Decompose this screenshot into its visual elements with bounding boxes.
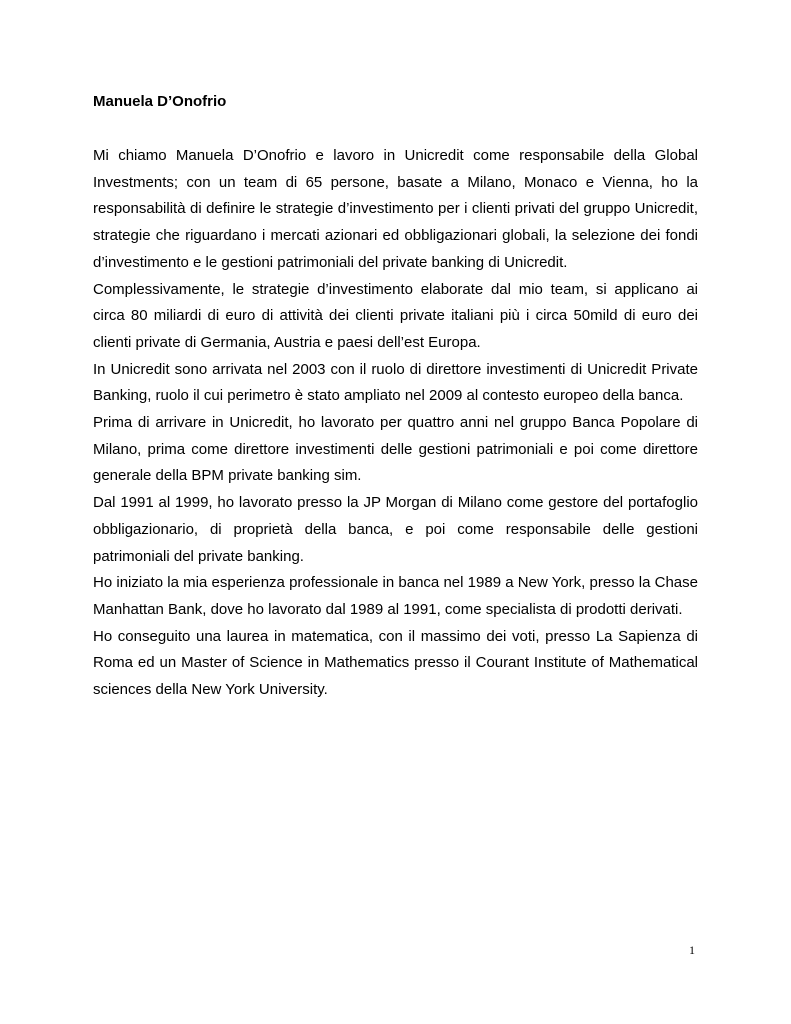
paragraph-strategies: Complessivamente, le strategie d’investimento elaborate dal mio team, si applicano ai circa 80 miliardi di euro di attività dei clienti private italiani più i circa 50mild di euro dei clienti private di Germania, Austria e paesi dell’est Europa. xyxy=(93,280,698,351)
paragraph-education: Ho conseguito una laurea in matematica, con il massimo dei voti, presso La Sapienza di Roma ed un Master of Science in Mathematics presso il Courant Institute of Mathematical sciences della New York University. xyxy=(93,627,698,699)
paragraph-unicredit-role: In Unicredit sono arrivata nel 2003 con il ruolo di direttore investimenti di Unicredit Private Banking, ruolo il cui perimetro è stato ampliato nel 2009 al contesto europeo della banca. xyxy=(93,360,698,405)
paragraph-introduction: Mi chiamo Manuela D’Onofrio e lavoro in Unicredit come responsabile della Global Investments; con un team di 65 persone, basate a Milano, Monaco e Vienna, ho la responsabilità di definire le strategie d’investimento per i clienti privati del gruppo Unicredit, strategie che riguardano i mercati azionari ed obbligazionari globali, la selezione dei fondi d’investimento e le gestioni patrimoniali del private banking di Unicredit. xyxy=(93,147,698,271)
paragraph-chase-manhattan: Ho iniziato la mia esperienza professionale in banca nel 1989 a New York, presso la Chase Manhattan Bank, dove ho lavorato dal 1989 al 1991, come specialista di prodotti derivati. xyxy=(93,574,698,618)
document-body xyxy=(93,143,698,704)
paragraph-jp-morgan: Dal 1991 al 1999, ho lavorato presso la JP Morgan di Milano come gestore del portafoglio obbligazionario, di proprietà della banca, e poi come responsabile delle gestioni patrimoniali del private banking. xyxy=(93,494,698,565)
paragraph-bpm: Prima di arrivare in Unicredit, ho lavorato per quattro anni nel gruppo Banca Popolare di Milano, prima come direttore investimenti delle gestioni patrimoniali e poi come direttore generale della BPM private banking sim. xyxy=(93,414,698,485)
page-number: 1 xyxy=(689,943,695,957)
document-title: Manuela D’Onofrio xyxy=(93,93,227,110)
